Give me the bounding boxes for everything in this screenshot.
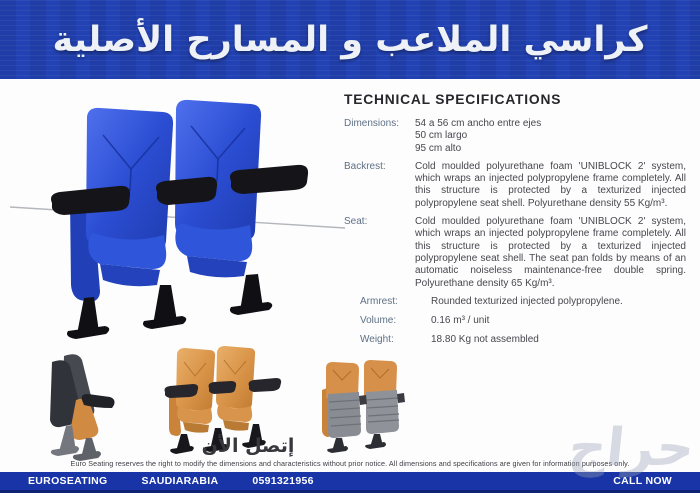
dimension-line: 95 cm alto — [415, 142, 462, 154]
call-now-arabic-text: إتصل الأن — [201, 435, 295, 457]
spec-value: 0.16 m³ / unit — [431, 315, 490, 327]
spec-label: Weight: — [360, 334, 394, 346]
spec-row-volume — [360, 315, 686, 327]
spec-row-weight — [360, 334, 686, 346]
dimension-line: 54 a 56 cm ancho entre ejes — [415, 118, 542, 129]
spec-label: Dimensions: — [344, 118, 400, 129]
dimension-line: 50 cm largo — [415, 130, 468, 142]
technical-specifications — [344, 92, 686, 354]
thumbnail-chair-side-view — [28, 350, 133, 462]
header-banner — [0, 0, 700, 79]
spec-value: Cold moulded polyurethane foam 'UNIBLOCK 2' system, which wraps an injected polypropylene frame completely. All this structure is protected by a texturized injected polypropylene seat shell. The seat pan folds by means of an automatic noiseless maintenance-free double spring. Polyurethane density 65 Kg/m³. — [415, 216, 686, 289]
page-title: كراسي الملاعب و المسارح الأصلية — [52, 19, 648, 60]
spec-value — [415, 118, 686, 155]
spec-row-seat — [344, 216, 686, 290]
thumbnail-chairs-folded-seats — [316, 360, 411, 455]
specs-heading: TECHNICAL SPECIFICATIONS — [344, 92, 562, 107]
spec-value: 18.80 Kg not assembled — [431, 334, 539, 346]
footer-bar — [0, 472, 700, 493]
disclaimer-text: Euro Seating reserves the right to modify the dimensions and characteristics without prior notice. All dimensions and specifications are given for information purposes only. — [70, 459, 630, 468]
call-now-button[interactable]: CALL NOW — [613, 475, 672, 487]
haraj-watermark: حراج — [565, 418, 698, 478]
region-name: SAUDIARABIA — [141, 475, 219, 487]
main-product-image-blue-twin-chair — [10, 95, 345, 340]
spec-row-backrest — [344, 161, 686, 210]
spec-label: Volume: — [360, 315, 397, 327]
spec-value: Cold moulded polyurethane foam 'UNIBLOCK 2' system, which wraps an injected polypropylene frame completely. All this structure is protected by a texturized injected polypropylene seat shell. Polyurethane density 55 Kg/m³. — [415, 160, 686, 209]
brand-name: EUROSEATING — [28, 475, 108, 487]
spec-label: Seat: — [344, 216, 368, 228]
footer-contact-group — [28, 475, 314, 487]
spec-row-armrest — [360, 296, 686, 308]
spec-value: Rounded texturized injected polypropylene. — [431, 295, 623, 307]
spec-label: Armrest: — [360, 295, 398, 307]
spec-row-dimensions — [344, 118, 686, 155]
spec-label: Backrest: — [344, 160, 386, 172]
phone-number[interactable]: 0591321956 — [252, 475, 314, 487]
